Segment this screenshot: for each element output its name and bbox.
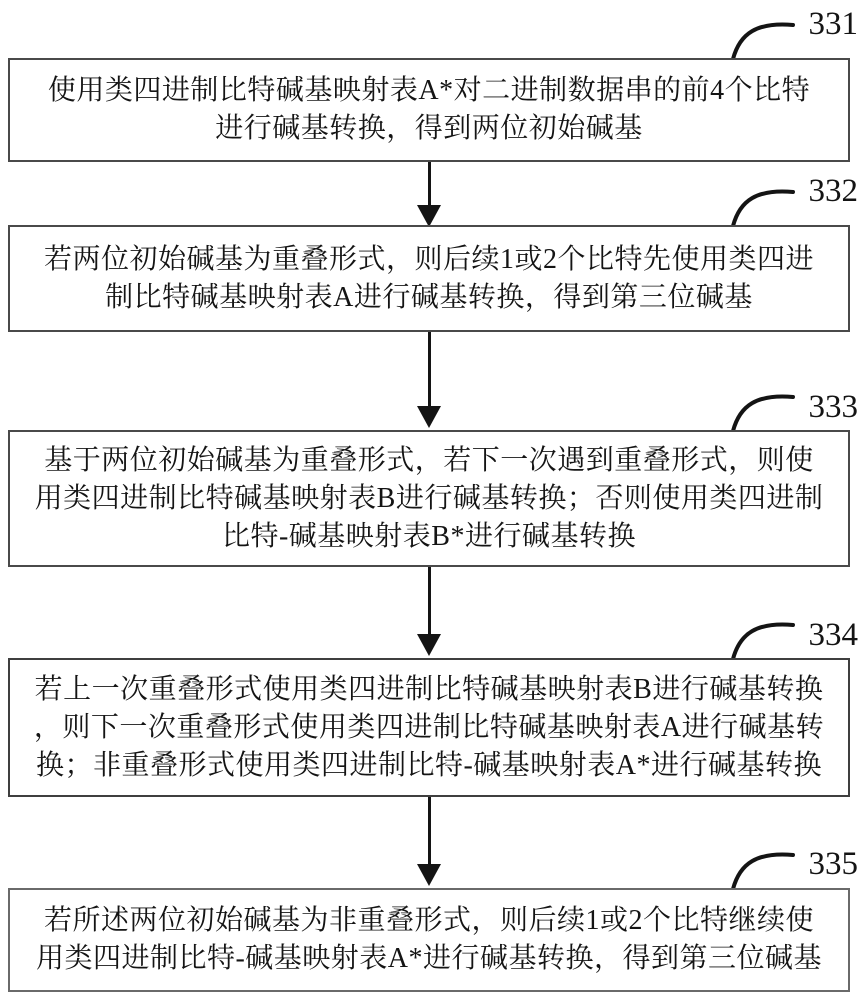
step-334-line: 若上一次重叠形式使用类四进制比特碱基映射表B进行碱基转换 [34,673,824,705]
reference-curve-icon [730,185,796,227]
step-box-335 [8,888,850,992]
arrow-head [417,864,441,886]
connector-arrow-down-icon [417,162,441,227]
step-332-line: 制比特碱基映射表A进行碱基转换，得到第三位碱基 [105,281,753,313]
arrow-head [417,634,441,656]
step-334-line: ，则下一次重叠形式使用类四进制比特碱基映射表A进行碱基转 [33,711,825,743]
reference-curve-icon [730,848,796,890]
step-box-333 [8,430,850,567]
connector-arrow-down-icon [417,797,441,886]
arrow-head [417,406,441,428]
step-333-line: 基于两位初始碱基为重叠形式，若下一次遇到重叠形式，则使 [44,444,814,476]
reference-curve-icon [730,390,796,432]
step-335-line: 若所述两位初始碱基为非重叠形式，则后续1或2个比特继续使 [43,905,814,936]
ref-label-334: 334 [808,617,858,653]
step-331-line: 使用类四进制比特碱基映射表A*对二进制数据串的前4个比特 [47,75,811,106]
step-334-line: 换；非重叠形式使用类四进制比特-碱基映射表A*进行碱基转换 [35,749,823,781]
arrow-shaft [428,797,431,864]
step-box-331 [8,58,850,162]
step-box-332 [8,225,850,332]
ref-label-335: 335 [808,846,858,882]
ref-label-332: 332 [808,173,858,209]
connector-arrow-down-icon [417,332,441,428]
step-335-line: 用类四进制比特-碱基映射表A*进行碱基转换，得到第三位碱基 [35,943,823,974]
ref-label-331: 331 [808,6,858,42]
step-332-line: 若两位初始碱基为重叠形式，则后续1或2个比特先使用类四进 [43,243,814,275]
reference-curve-icon [730,18,796,60]
reference-curve-icon [730,618,796,660]
connector-arrow-down-icon [417,567,441,656]
arrow-head [417,205,441,227]
arrow-shaft [428,567,431,634]
step-331-line: 进行碱基转换，得到两位初始碱基 [215,113,643,144]
arrow-shaft [428,162,431,205]
step-box-334 [8,658,850,797]
step-333-line: 用类四进制比特碱基映射表B进行碱基转换；否则使用类四进制 [34,482,824,514]
step-333-line: 比特-碱基映射表B*进行碱基转换 [221,520,636,552]
ref-label-333: 333 [808,389,858,425]
arrow-shaft [428,332,431,406]
